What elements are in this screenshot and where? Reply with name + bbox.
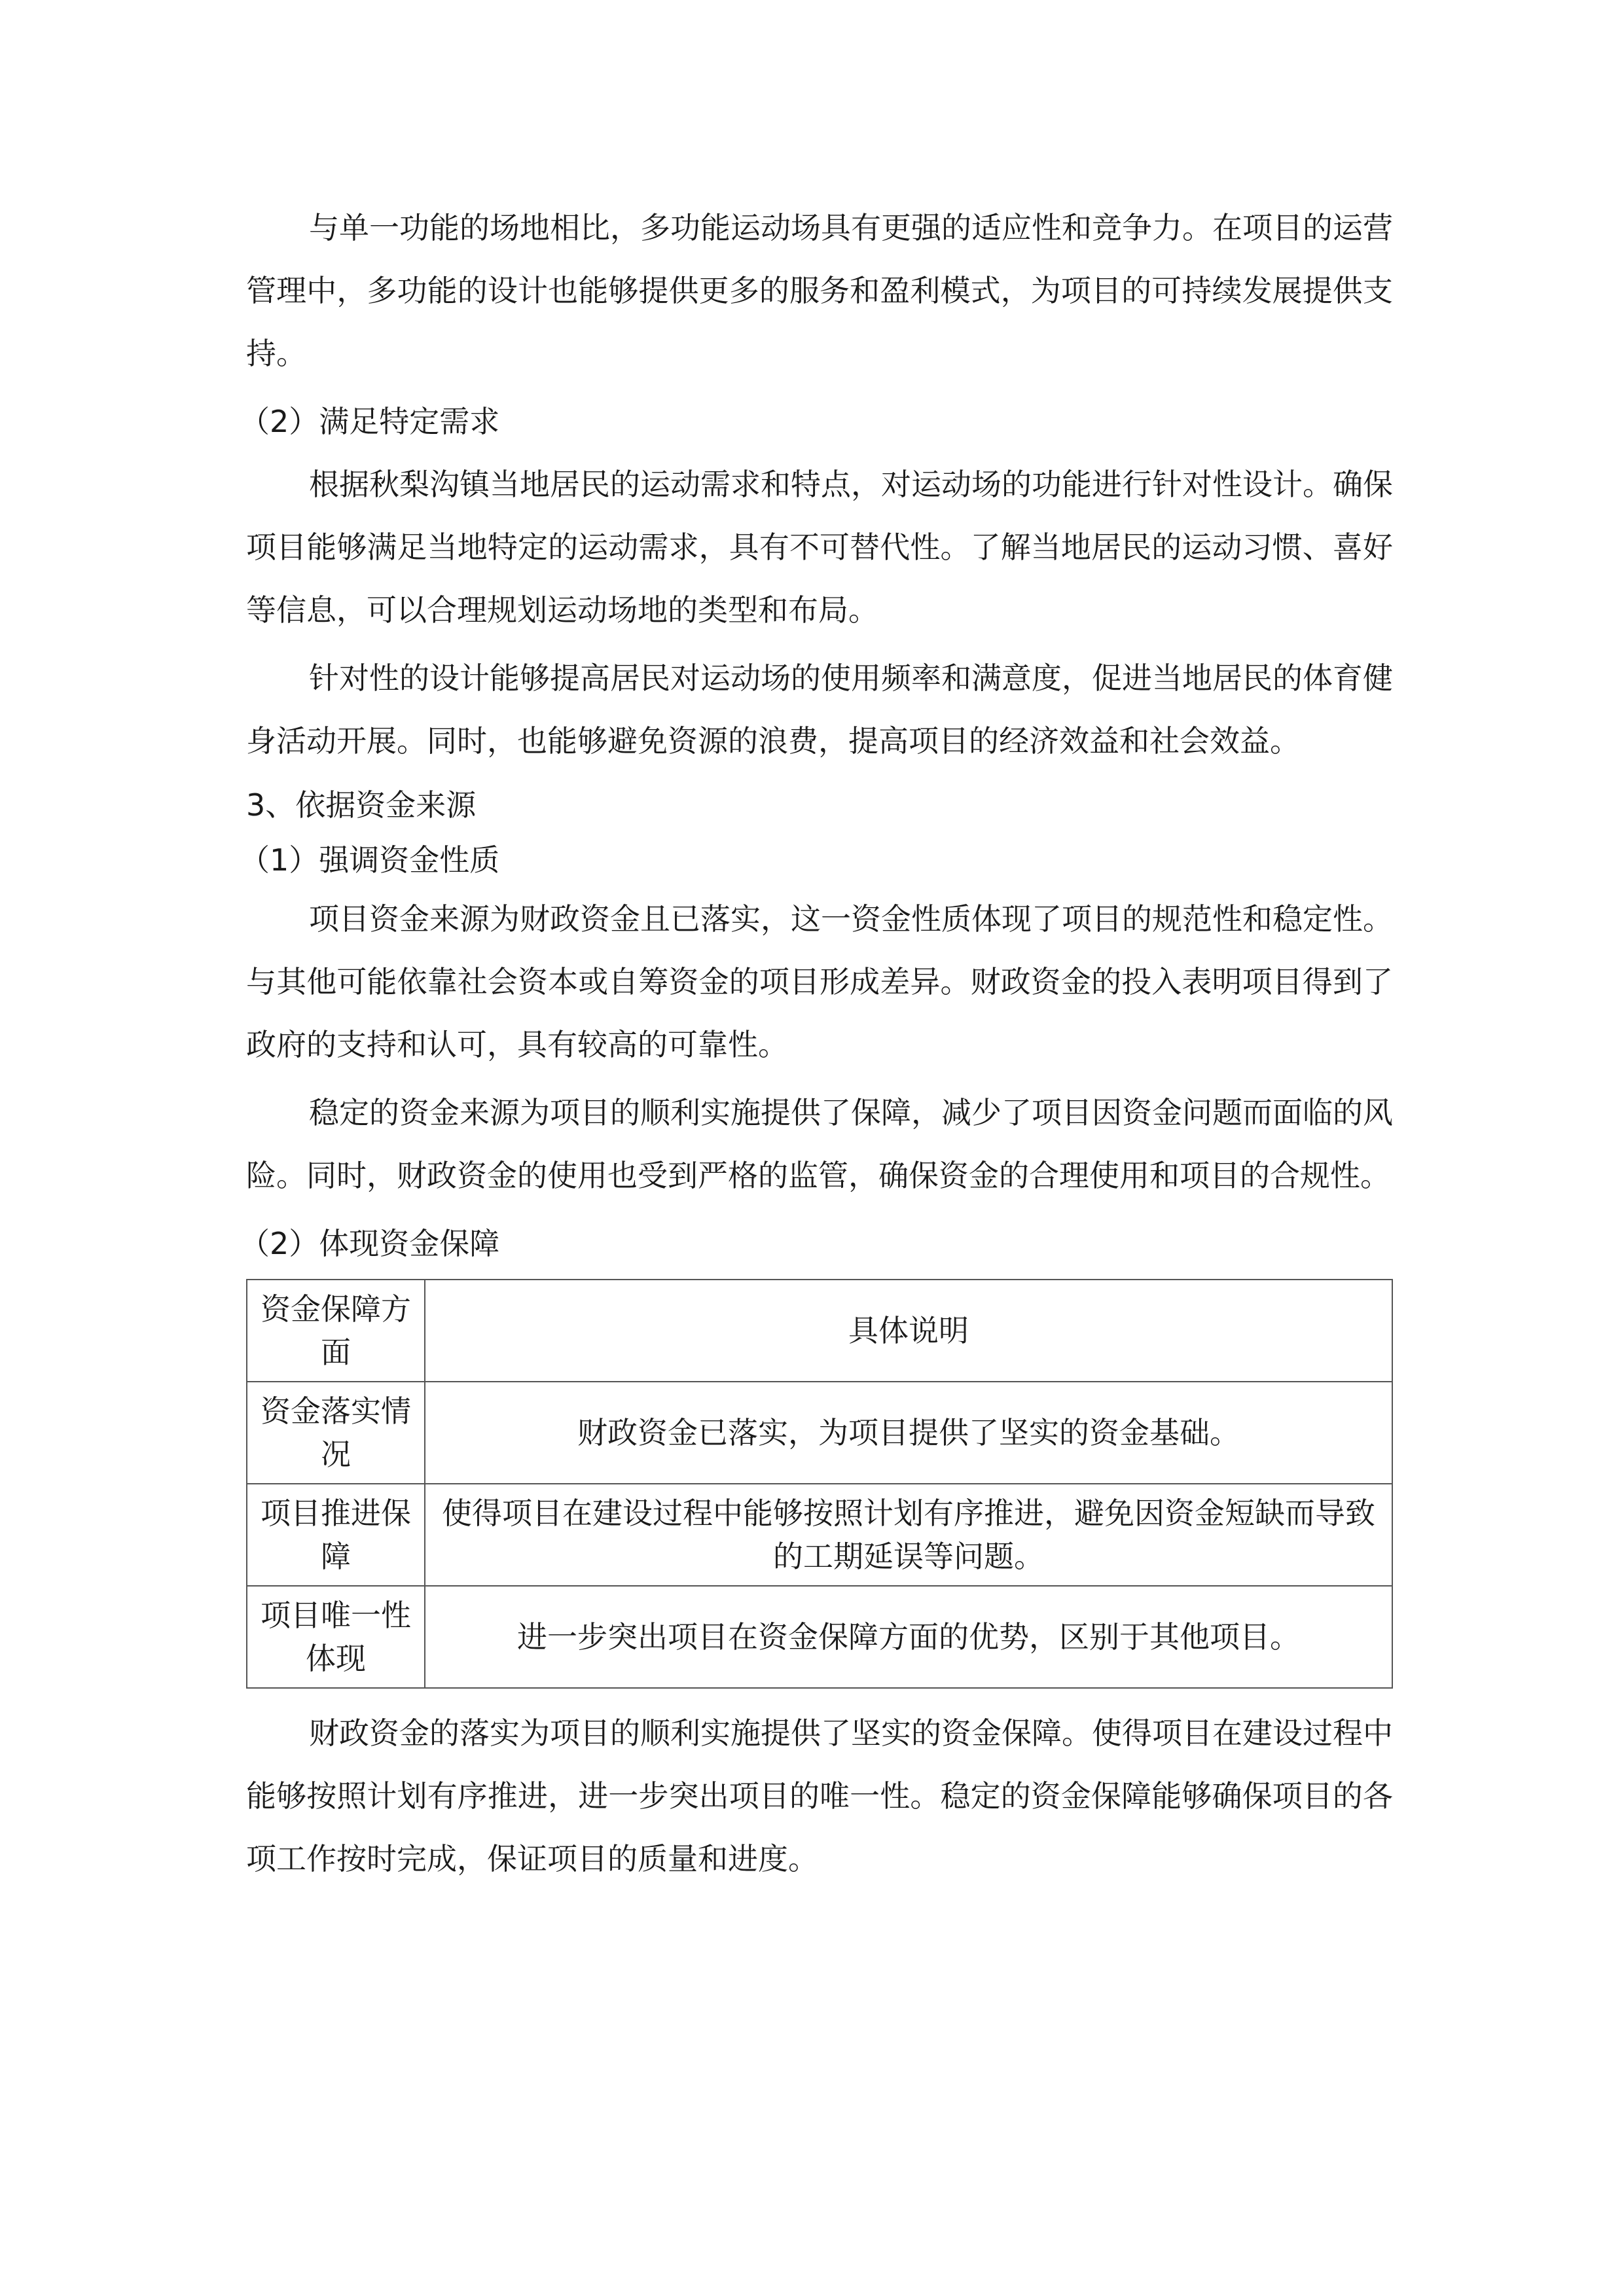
funding-guarantee-table [246,1279,1393,1689]
table-cell: 资金落实情况 [247,1382,425,1484]
body-paragraph: 项目资金来源为财政资金且已落实，这一资金性质体现了项目的规范性和稳定性。与其他可能依靠社会资本或自筹资金的项目形成差异。财政资金的投入表明项目得到了政府的支持和认可，具有较高的可靠性。 [246,901,1393,1062]
table-row [247,1484,1392,1586]
subsection-heading: （1）强调资金性质 [240,842,500,878]
section-heading: 3、依据资金来源 [246,787,477,823]
table-row [247,1586,1392,1688]
table-cell: 使得项目在建设过程中能够按照计划有序推进，避免因资金短缺而导致的工期延误等问题。 [425,1484,1392,1586]
subsection-heading: （2）满足特定需求 [240,404,500,439]
body-paragraph: 稳定的资金来源为项目的顺利实施提供了保障，减少了项目因资金问题而面临的风险。同时，财政资金的使用也受到严格的监管，确保资金的合理使用和项目的合规性。 [246,1095,1393,1193]
body-paragraph: 根据秋梨沟镇当地居民的运动需求和特点，对运动场的功能进行针对性设计。确保项目能够满足当地特定的运动需求，具有不可替代性。了解当地居民的运动习惯、喜好等信息，可以合理规划运动场地的类型和布局。 [246,467,1393,628]
table-cell: 财政资金已落实，为项目提供了坚实的资金基础。 [425,1382,1392,1484]
body-paragraph: 财政资金的落实为项目的顺利实施提供了坚实的资金保障。使得项目在建设过程中能够按照计划有序推进，进一步突出项目的唯一性。稳定的资金保障能够确保项目的各项工作按时完成，保证项目的质量和进度。 [246,1715,1393,1876]
table-header-cell: 资金保障方面 [247,1280,425,1382]
body-paragraph: 针对性的设计能够提高居民对运动场的使用频率和满意度，促进当地居民的体育健身活动开展。同时，也能够避免资源的浪费，提高项目的经济效益和社会效益。 [246,660,1393,759]
table-header-cell: 具体说明 [425,1280,1392,1382]
document-page [240,196,1393,1895]
table-cell: 进一步突出项目在资金保障方面的优势，区别于其他项目。 [425,1586,1392,1688]
table-row [247,1382,1392,1484]
subsection-heading: （2）体现资金保障 [240,1226,500,1261]
body-paragraph: 与单一功能的场地相比，多功能运动场具有更强的适应性和竞争力。在项目的运营管理中，多功能的设计也能够提供更多的服务和盈利模式，为项目的可持续发展提供支持。 [246,210,1393,371]
table-cell: 项目唯一性体现 [247,1586,425,1688]
table-cell: 项目推进保障 [247,1484,425,1586]
table-header-row [247,1280,1392,1382]
